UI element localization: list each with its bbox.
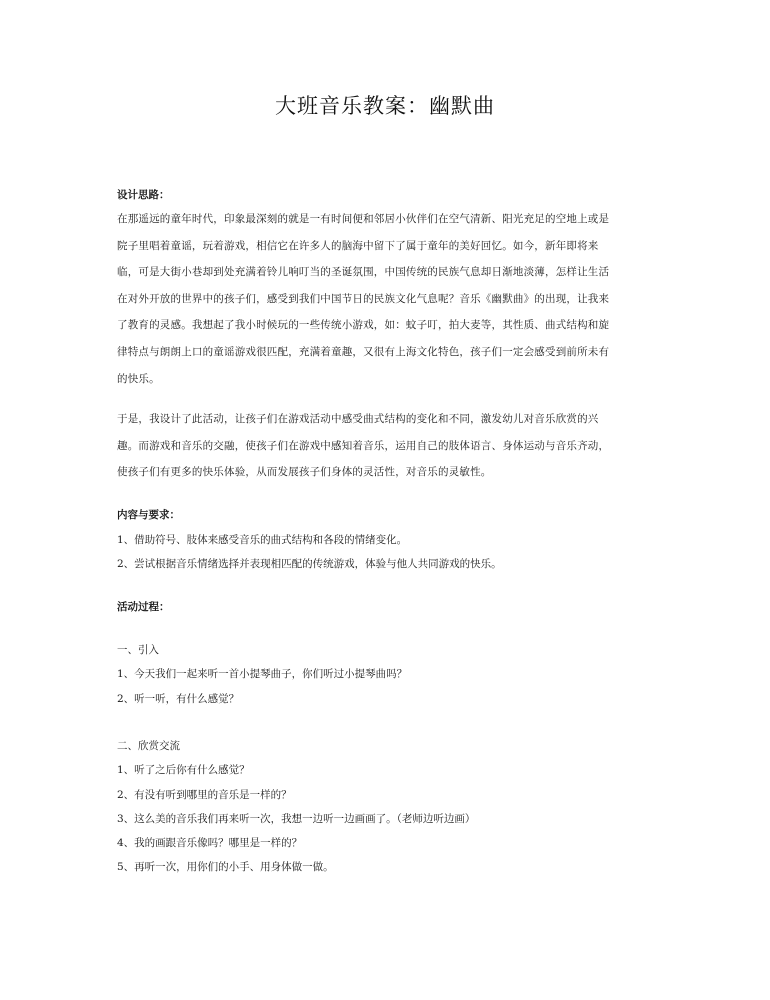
paragraph-line: 使孩子们有更多的快乐体验，从而发展孩子们身体的灵活性，对音乐的灵敏性。 <box>117 466 492 479</box>
paragraph-line: 在那遥远的童年时代，印象最深刻的就是一有时间便和邻居小伙伴们在空气清新、阳光充足的空地上或是 <box>117 213 610 225</box>
process-section-1 <box>117 638 657 711</box>
process-section <box>117 594 657 620</box>
paragraph-line: 律特点与朗朗上口的童谣游戏很匹配，充满着童趣，又很有上海文化特色，孩子们一定会感受到前所未有 <box>117 345 610 358</box>
paragraph-line: 在对外开放的世界中的孩子们，感受到我们中国节日的民族文化气息呢？音乐《幽默曲》的出现，让我来 <box>117 292 610 305</box>
process-section-2 <box>117 734 657 880</box>
list-item: 1、今天我们一起来听一首小提琴曲子，你们听过小提琴曲吗？ <box>117 668 408 681</box>
section-heading: 二、欣赏交流 <box>117 740 180 752</box>
list-item: 4、我的画跟音乐像吗？哪里是一样的？ <box>117 837 303 850</box>
paragraph-line: 于是，我设计了此活动，让孩子们在游戏活动中感受曲式结构的变化和不同，激发幼儿对音乐欣赏的兴 <box>117 413 599 425</box>
paragraph-line: 院子里唱着童谣，玩着游戏，相信它在许多人的脑海中留下了属于童年的美好回忆。如今，新年即将来 <box>117 239 599 252</box>
design-paragraph-1 <box>117 206 657 392</box>
list-item: 5、再听一次，用你们的小手、用身体做一做。 <box>117 861 334 874</box>
list-item: 1、借助符号、肢体来感受音乐的曲式结构和各段的情绪变化。 <box>117 534 408 546</box>
list-item: 1、听了之后你有什么感觉？ <box>117 764 250 777</box>
paragraph-line: 趣。而游戏和音乐的交融，使孩子们在游戏中感知着音乐，运用自己的肢体语言、身体运动与音乐齐动， <box>117 439 610 452</box>
process-heading: 活动过程： <box>117 601 170 613</box>
section-heading: 一、引入 <box>117 644 159 656</box>
design-paragraph-2 <box>117 406 657 486</box>
list-item: 2、尝试根据音乐情绪选择并表现相匹配的传统游戏，体验与他人共同游戏的快乐。 <box>117 558 502 571</box>
paragraph-line: 了教育的灵感。我想起了我小时候玩的一些传统小游戏，如：蚊子叮，拍大麦等，其性质、曲式结构和旋 <box>117 319 610 332</box>
design-heading: 设计思路： <box>117 189 170 201</box>
paragraph-line: 的快乐。 <box>117 372 160 385</box>
list-item: 2、听一听，有什么感觉？ <box>117 692 240 705</box>
paragraph-line: 临，可是大街小巷却到处充满着铃儿响叮当的圣诞氛围，中国传统的民族气息却日渐地淡薄，怎样让生活 <box>117 266 610 279</box>
list-item: 2、有没有听到哪里的音乐是一样的？ <box>117 788 292 801</box>
list-item: 3、这么美的音乐我们再来听一次，我想一边听一边画画了。（老师边听边画） <box>117 812 476 825</box>
page-title: 大班音乐教案：幽默曲 <box>275 94 495 118</box>
content-heading: 内容与要求： <box>117 509 180 521</box>
content-section <box>117 502 657 577</box>
design-section <box>117 182 657 208</box>
